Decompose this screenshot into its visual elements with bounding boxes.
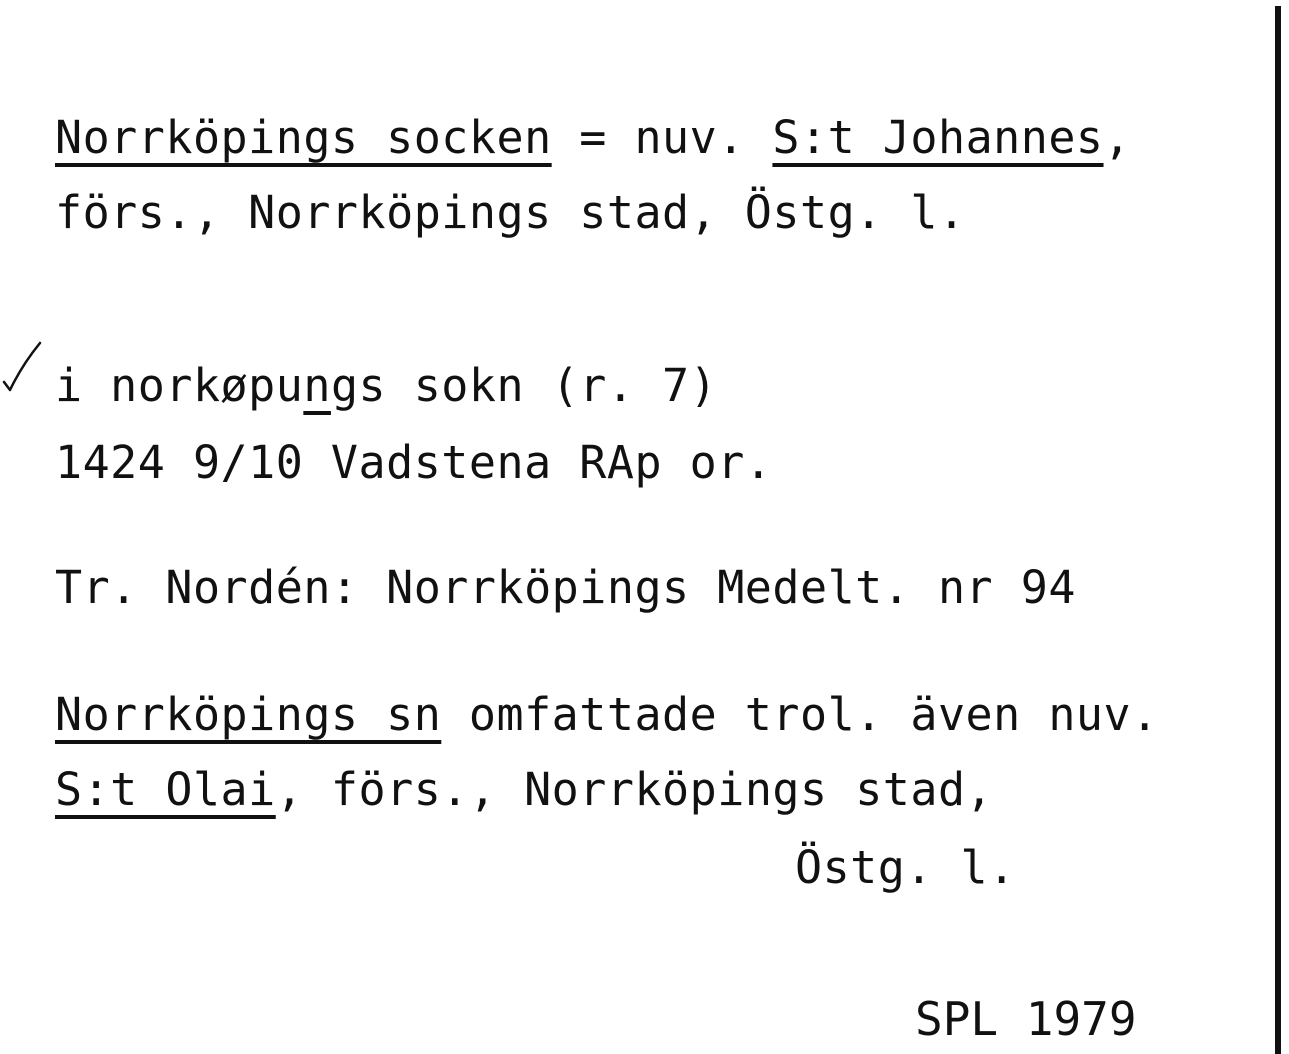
heading-name: Norrköpings socken bbox=[55, 111, 552, 164]
note-name: Norrköpings sn bbox=[55, 688, 442, 741]
heading-comma: , bbox=[1103, 111, 1132, 164]
checkmark-icon bbox=[0, 340, 45, 395]
note-line-2 bbox=[55, 763, 994, 816]
heading-line-1 bbox=[55, 111, 1132, 164]
source-prefix: i norkøpu bbox=[55, 359, 304, 412]
source-line-2: 1424 9/10 Vadstena RAp or. bbox=[55, 436, 773, 489]
source-suffix: gs sokn (r. 7) bbox=[330, 359, 718, 412]
note-parish: S:t Olai bbox=[55, 763, 276, 816]
signature: SPL 1979 bbox=[915, 992, 1137, 1046]
reference-line: Tr. Nordén: Norrköpings Medelt. nr 94 bbox=[55, 561, 1076, 614]
note-line-3: Östg. l. bbox=[795, 841, 1016, 894]
source-line-1 bbox=[55, 359, 718, 412]
note-rest-1: omfattade trol. även nuv. bbox=[441, 688, 1159, 741]
heading-line-2: förs., Norrköpings stad, Östg. l. bbox=[55, 186, 966, 239]
source-underlined-letter: n bbox=[303, 359, 331, 412]
card-edge-line bbox=[1275, 6, 1281, 1054]
note-rest-2: , förs., Norrköpings stad, bbox=[275, 763, 994, 816]
note-line-1 bbox=[55, 688, 1159, 741]
heading-parish: S:t Johannes bbox=[772, 111, 1104, 164]
heading-equals: = nuv. bbox=[551, 111, 773, 164]
